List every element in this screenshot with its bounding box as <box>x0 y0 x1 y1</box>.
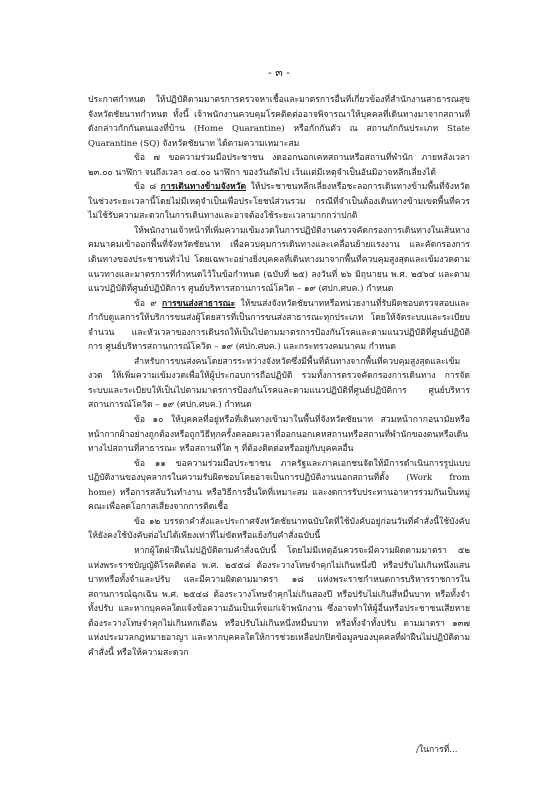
clause-8-text: ให้ประชาชนหลีกเลี่ยงหรือชะลอการเดินทางข้ามพื้นที่จังหวัด ในช่วงระยะเวลานี้โดยไม่มีเหตุจำเป็นเพื่อประโยชน์ส่วนรวม กรณีที่จำเป็นต้องเดินทางข้ามเขตพื้นที่ควรไม่ใช้รับความสะดวกในการเดินทางและอาจต้องใช้ระยะเวลามากกว่าปกติ <box>88 182 470 222</box>
clause-8-number: ข้อ ๘ <box>134 182 161 193</box>
paragraph-screening: ให้พนักงานเจ้าหน้าที่เพิ่มความเข้มงวดในการปฏิบัติงานตรวจคัดกรองการเดินทางในเส้นทางคมนาคมเข้าออกพื้นที่จังหวัดชัยนาท เพื่อควบคุมการเดินทางและเคลื่อนย้ายแรงงาน และคัดกรองการเดินทางของประชาชนทั่วไป โดยเฉพาะอย่างยิ่งบุคคลที่เดินทางมาจากพื้นที่ควบคุมสูงสุดและเข้มงวดตามแนวทางและมาตรการที่กำหนดไว้ในข้อกำหนด (ฉบับที่ ๒๕) ลงวันที่ ๒๖ มิถุนายน พ.ศ. ๒๕๖๔ และตามแนวปฏิบัติที่ศูนย์ปฏิบัติการ ศูนย์บริหารสถานการณ์โควิด – ๑๙ (ศปก.ศบค.) กำหนด <box>88 225 470 295</box>
page-number: - ๓ - <box>268 66 290 79</box>
document-body <box>88 93 470 660</box>
paragraph-penalties: หากผู้ใดฝ่าฝืนไม่ปฏิบัติตามคำสั่งฉบับนี้ โดยไม่มีเหตุอันควรจะมีความผิดตามมาตรา ๕๒ แห่งพระราชบัญญัติโรคติดต่อ พ.ศ. ๒๕๕๘ ต้องระวางโทษจำคุกไม่เกินหนึ่งปี หรือปรับไม่เกินหนึ่งแสนบาทหรือทั้งจำและปรับ และมีความผิดตามมาตรา ๑๘ แห่งพระราชกำหนดการบริหารราชการในสถานการณ์ฉุกเฉิน พ.ศ. ๒๕๔๘ ต้องระวางโทษจำคุกไม่เกินสองปี หรือปรับไม่เกินสี่หมื่นบาท หรือทั้งจำทั้งปรับ และหากบุคคลใดแจ้งข้อความอันเป็นเท็จแก่เจ้าพนักงาน ซึ่งอาจทำให้ผู้อื่นหรือประชาชนเสียหาย ต้องระวางโทษจำคุกไม่เกินหกเดือน หรือปรับไม่เกินหนึ่งหมื่นบาท หรือทั้งจำทั้งปรับ ตามมาตรา ๑๓๗ แห่งประมวลกฎหมายอาญา และหากบุคคลใดให้การช่วยเหลือปกปิดข้อมูลของบุคคลที่ฝ่าฝืนไม่ปฏิบัติตามคำสั่งนี้ หรือให้ความสะดวก <box>88 545 470 658</box>
clause-9-number: ข้อ ๙ <box>134 298 163 309</box>
continued-marker: /ในการที่... <box>416 745 458 755</box>
paragraph-clause-8 <box>88 180 470 224</box>
paragraph-clause-7: ข้อ ๗ ขอความร่วมมือประชาชน งดออกนอกเคหสถานหรือสถานที่พำนัก ภายหลังเวลา ๒๓.๐๐ นาฬิกา จนถึงเวลา ๐๔.๐๐ นาฬิกา ของวันถัดไป เว้นแต่มีเหตุจำเป็นอันมิอาจหลีกเลี่ยงได้ <box>88 153 470 178</box>
clause-9-text: ให้ขนส่งจังหวัดชัยนาทหรือหน่วยงานที่รับผิดชอบตรวจสอบและกำกับดูแลการให้บริการขนส่งผู้โดยสารที่เป็นการขนส่งสาธารณะทุกประเภท โดยให้จัดระบบและระเบียบจำนวน และหัวเวลาของการเดินรถให้เป็นไปตามมาตรการป้องกันโรคและตามแนวปฏิบัติที่ศูนย์ปฏิบัติการ ศูนย์บริหารสถานการณ์โควิด – ๑๙ (ศปก.ศบค.) และกระทรวงคมนาคม กำหนด <box>88 298 471 353</box>
paragraph-clause-11: ข้อ ๑๑ ขอความร่วมมือประชาชน ภาครัฐและภาคเอกชนจัดให้มีการดำเนินการรูปแบบปฏิบัติงานของบุคลากรในความรับผิดชอบโดยอาจเป็นการปฏิบัติงานนอกสถานที่ตั้ง (Work from home) หรือการสลับวันทำงาน หรือวิธีการอื่นใดที่เหมาะสม และงดการรับประทานอาหารร่วมกันเป็นหมู่คณะเพื่อลดโอกาสเสี่ยงจากการติดเชื้อ <box>88 458 470 513</box>
paragraph-interprovincial-transport: สำหรับการขนส่งคนโดยสารระหว่างจังหวัดซึ่งมีพื้นที่ต้นทางจากพื้นที่ควบคุมสูงสุดและเข้มงวด ให้เพิ่มความเข้มงวดเพื่อให้ผู้ประกอบการถือปฏิบัติ รวมทั้งการตรวจคัดกรองการเดินทาง การจัดระบบและระเบียบให้เป็นไปตามมาตรการป้องกันโรคและตามแนวปฏิบัติที่ศูนย์ปฏิบัติการ ศูนย์บริหารสถานการณ์โควิด – ๑๙ (ศปก.ศบค.) กำหนด <box>88 356 470 411</box>
clause-8-heading: การเดินทางข้ามจังหวัด <box>160 182 247 193</box>
clause-9-heading: การขนส่งสาธารณะ <box>162 298 236 309</box>
paragraph-clause-10: ข้อ ๑๐ ให้บุคคลที่อยู่หรือที่เดินทางเข้ามาในพื้นที่จังหวัดชัยนาท สวมหน้ากากอนามัยหรือหน้ากากผ้าอย่างถูกต้องหรือถูกวิธีทุกครั้งตลอดเวลาที่ออกนอกเคหสถานหรือสถานที่พำนักของตนหรือเดินทางไปสถานที่สาธารณะ หรือสถานที่ใด ๆ ที่ต้องติดต่อหรืออยู่กับบุคคลอื่น <box>88 415 470 455</box>
paragraph-clause-12: ข้อ ๑๒ บรรดาคำสั่งและประกาศจังหวัดชัยนาทฉบับใดที่ใช้บังคับอยู่ก่อนวันที่คำสั่งนี้ใช้บังคับ ให้ยังคงใช้บังคับต่อไปได้เพียงเท่าที่ไม่ขัดหรือแย้งกับคำสั่งฉบับนี้ <box>88 516 470 542</box>
paragraph-clause-9 <box>88 297 470 355</box>
paragraph-quarantine: ประกาศกำหนด ให้ปฏิบัติตามมาตรการตรวจหาเชื้อและมาตรการอื่นที่เกี่ยวข้องที่สำนักงานสาธารณสุขจังหวัดชัยนาทกำหนด ทั้งนี้ เจ้าพนักงานควบคุมโรคติดต่ออาจพิจารณาให้บุคคลที่เดินทางมาจากสถานที่ดังกล่าวกักกันตนเองที่บ้าน (Home Quarantine) หรือกักกันตัว ณ สถานกักกันประเภท State Quarantine (SQ) จังหวัดชัยนาท ได้ตามความเหมาะสม <box>88 95 470 149</box>
